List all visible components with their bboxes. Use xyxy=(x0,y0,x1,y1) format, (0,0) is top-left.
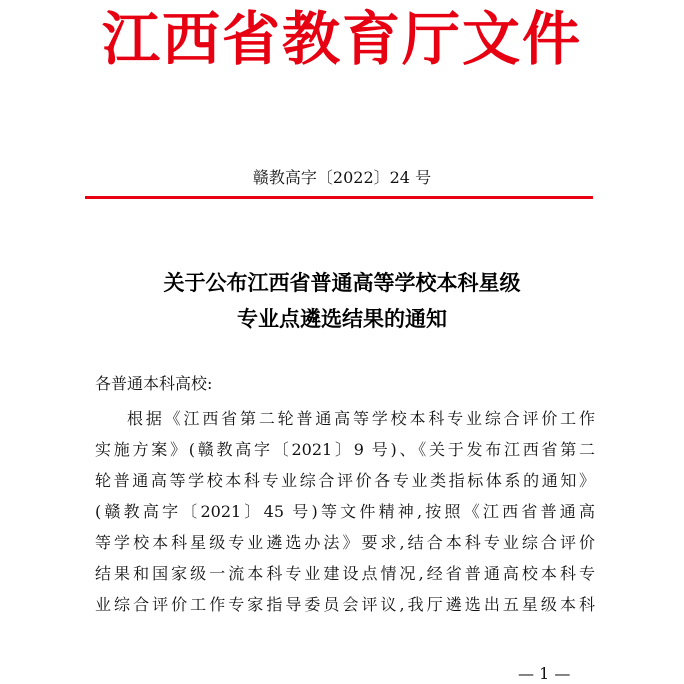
body-line: 业综合评价工作专家指导委员会评议,我厅遴选出五星级本科 xyxy=(95,595,595,614)
document-number: 赣教高字〔2022〕24 号 xyxy=(252,168,432,187)
body-text xyxy=(95,403,595,620)
notice-title-line-2: 专业点遴选结果的通知 xyxy=(237,306,447,331)
body-line: 轮普通高等学校本科专业综合评价各专业类指标体系的通知》 xyxy=(95,471,595,490)
letterhead-title: 江西省教育厅文件 xyxy=(101,5,582,73)
salutation: 各普通本科高校: xyxy=(95,374,213,393)
body-line: 根据《江西省第二轮普通高等学校本科专业综合评价工作 xyxy=(127,409,595,428)
notice-title-line-1: 关于公布江西省普通高等学校本科星级 xyxy=(163,270,521,295)
body-line: 结果和国家级一流本科专业建设点情况,经省普通高校本科专 xyxy=(95,564,595,583)
body-line: (赣教高字〔2021〕45 号)等文件精神,按照《江西省普通高 xyxy=(95,502,595,521)
red-divider-line xyxy=(85,196,593,199)
body-line: 等学校本科星级专业遴选办法》要求,结合本科专业综合评价 xyxy=(95,533,595,552)
body-line: 实施方案》(赣教高字〔2021〕9 号)、《关于发布江西省第二 xyxy=(95,440,595,459)
page-number: — 1 — xyxy=(518,664,571,683)
notice-title xyxy=(0,265,684,337)
